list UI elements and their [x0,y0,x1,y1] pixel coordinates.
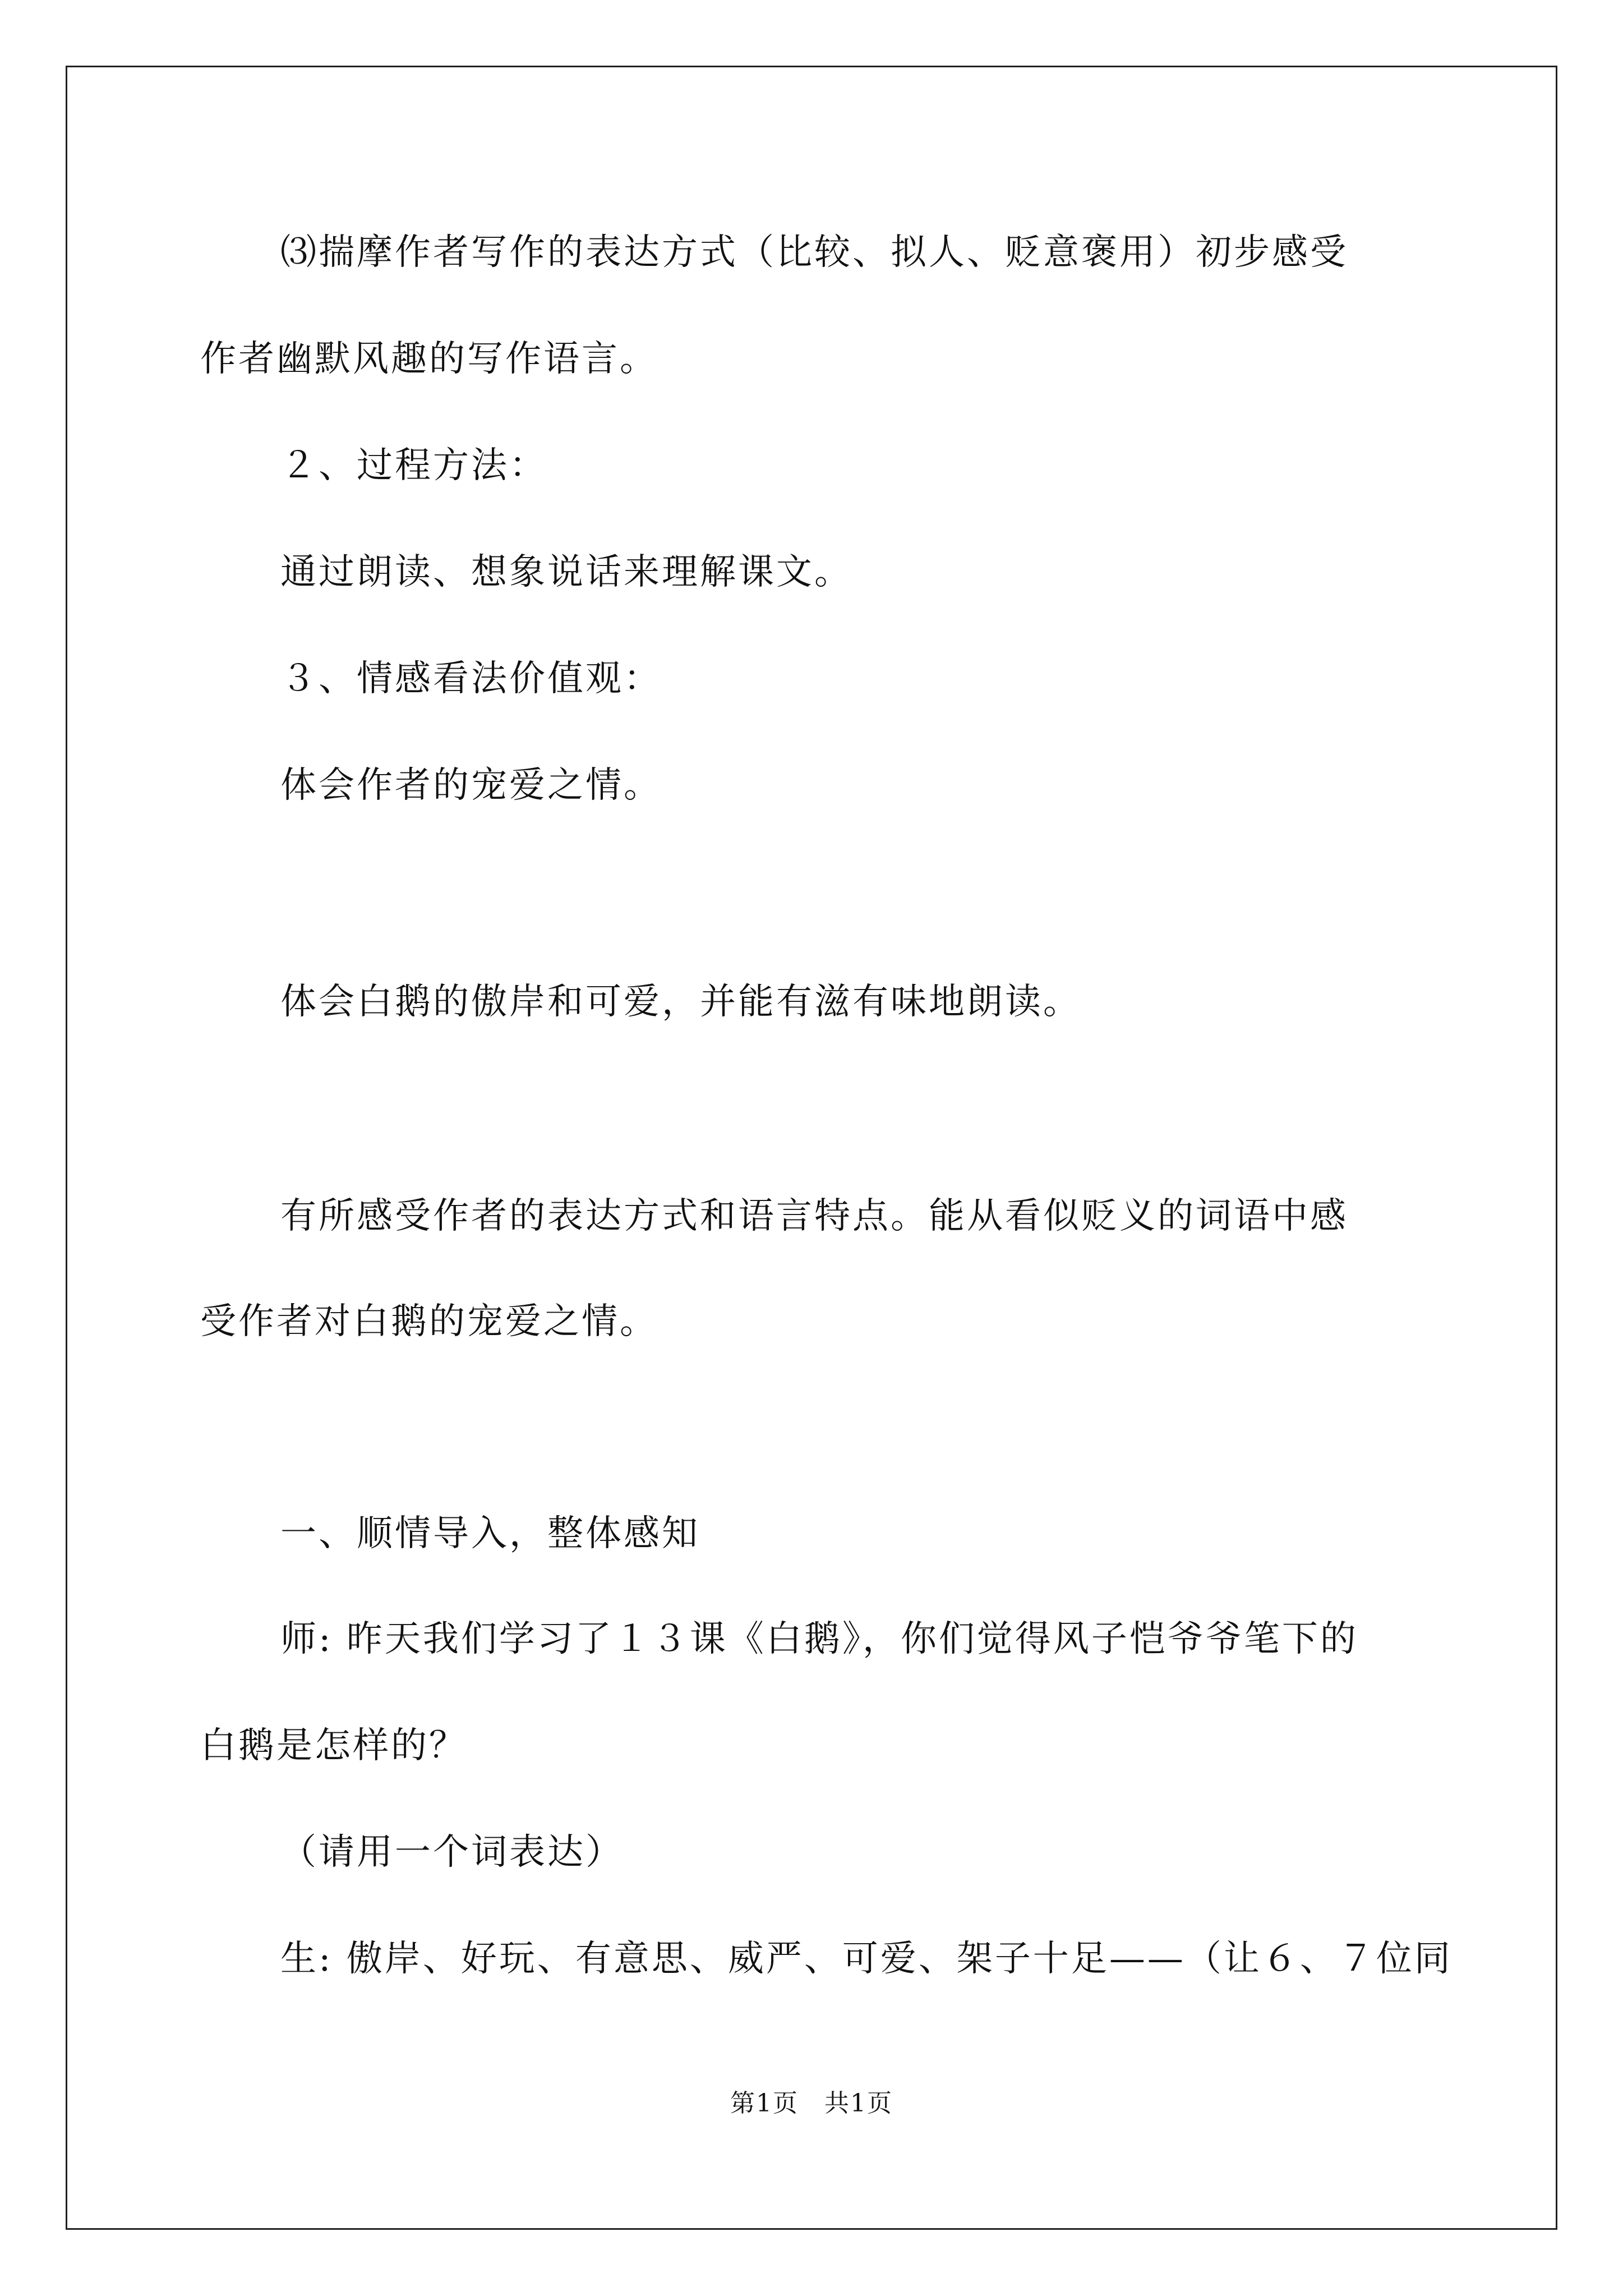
paragraph-line: 受作者对白鹅的宠爱之情。 [200,1301,658,1342]
paragraph-line: 通过朗读、想象说话来理解课文。 [280,551,852,593]
paragraph-line: （请用一个词表达） [280,1832,624,1873]
paragraph-line: 有所感受作者的表达方式和语言特点。能从看似贬义的词语中感 [280,1195,1348,1237]
section-heading: 一、顺情导入，整体感知 [280,1513,700,1554]
paragraph-line: 作者幽默风趣的写作语言。 [200,338,658,380]
paragraph-line: 师: 昨天我们学习了１３课《白鹅》，你们觉得风子恺爷爷笔下的 [280,1618,1358,1660]
page-border [66,66,1557,2230]
section-heading: ２、过程方法： [280,445,547,486]
paragraph-line: 生: 傲岸、好玩、有意思、威严、可爱、架子十足——（让６、７位同 [280,1938,1453,1980]
paragraph-line: 白鹅是怎样的？ [200,1725,467,1766]
paragraph-line: 体会作者的宠爱之情。 [280,765,662,806]
section-heading: ３、情感看法价值观： [280,658,662,700]
paragraph-line: 体会白鹅的傲岸和可爱，并能有滋有味地朗读。 [280,981,1081,1023]
paragraph-line: ⑶揣摩作者写作的表达方式（比较、拟人、贬意褒用）初步感受 [280,232,1348,273]
page-number-footer: 第1页 共1页 [730,2089,893,2118]
